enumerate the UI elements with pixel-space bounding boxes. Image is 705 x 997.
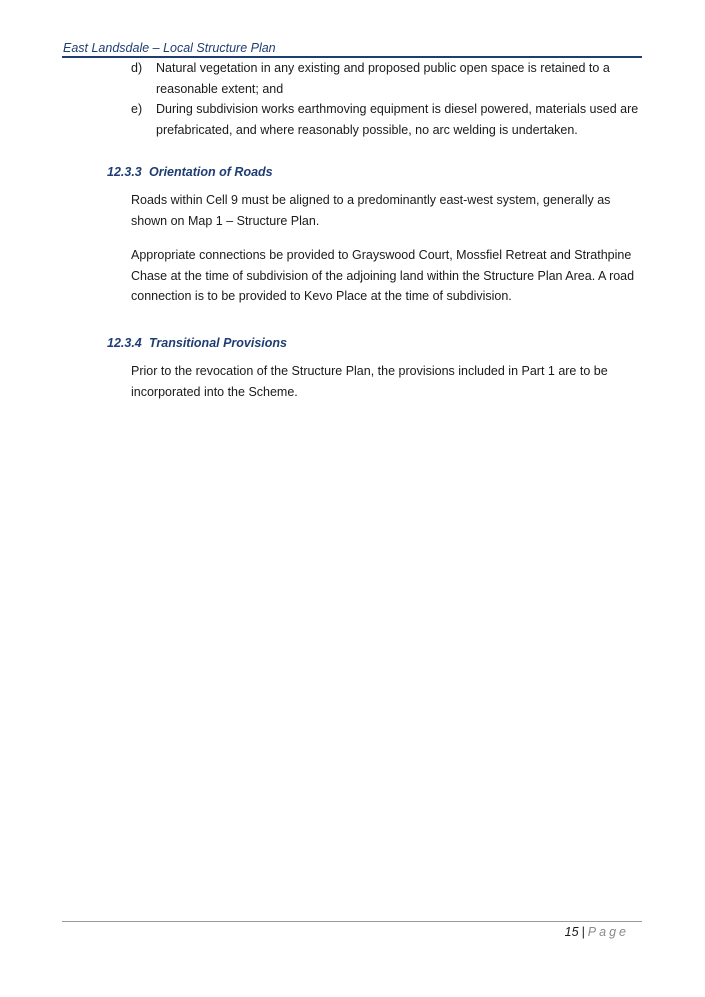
list-marker: e) — [131, 102, 143, 116]
footer-divider — [62, 921, 642, 922]
conditions-list — [131, 58, 643, 140]
page-label: Page — [587, 925, 629, 939]
section-number: 12.3.4 — [107, 336, 142, 350]
list-item — [131, 99, 643, 140]
page-separator: | — [581, 925, 585, 939]
list-marker: d) — [131, 61, 143, 75]
list-item-text: During subdivision works earthmoving equipment is diesel powered, materials used are prefabricated, and where reasonably possible, no arc welding is undertaken. — [156, 102, 639, 137]
page-number-value: 15 — [564, 925, 579, 939]
list-item — [131, 58, 643, 99]
document-header-title: East Landsdale – Local Structure Plan — [63, 41, 276, 55]
section-heading-orientation-of-roads — [107, 165, 273, 179]
paragraph: Appropriate connections be provided to Grayswood Court, Mossfiel Retreat and Strathpine Chase at the time of subdivision of the adjoining land within the Structure Plan Area. A road connection is to be provided to Kevo Place at the time of subdivision. — [131, 248, 635, 303]
section-title: Orientation of Roads — [149, 165, 273, 179]
section-title: Transitional Provisions — [149, 336, 288, 350]
section-heading-transitional-provisions — [107, 336, 287, 350]
paragraph: Prior to the revocation of the Structure Plan, the provisions included in Part 1 are to be incorporated into the Scheme. — [131, 364, 608, 399]
section-number: 12.3.3 — [107, 165, 142, 179]
paragraph: Roads within Cell 9 must be aligned to a predominantly east-west system, generally as shown on Map 1 – Structure Plan. — [131, 193, 611, 228]
page-number — [565, 925, 629, 939]
list-item-text: Natural vegetation in any existing and proposed public open space is retained to a reasonable extent; and — [156, 61, 610, 96]
